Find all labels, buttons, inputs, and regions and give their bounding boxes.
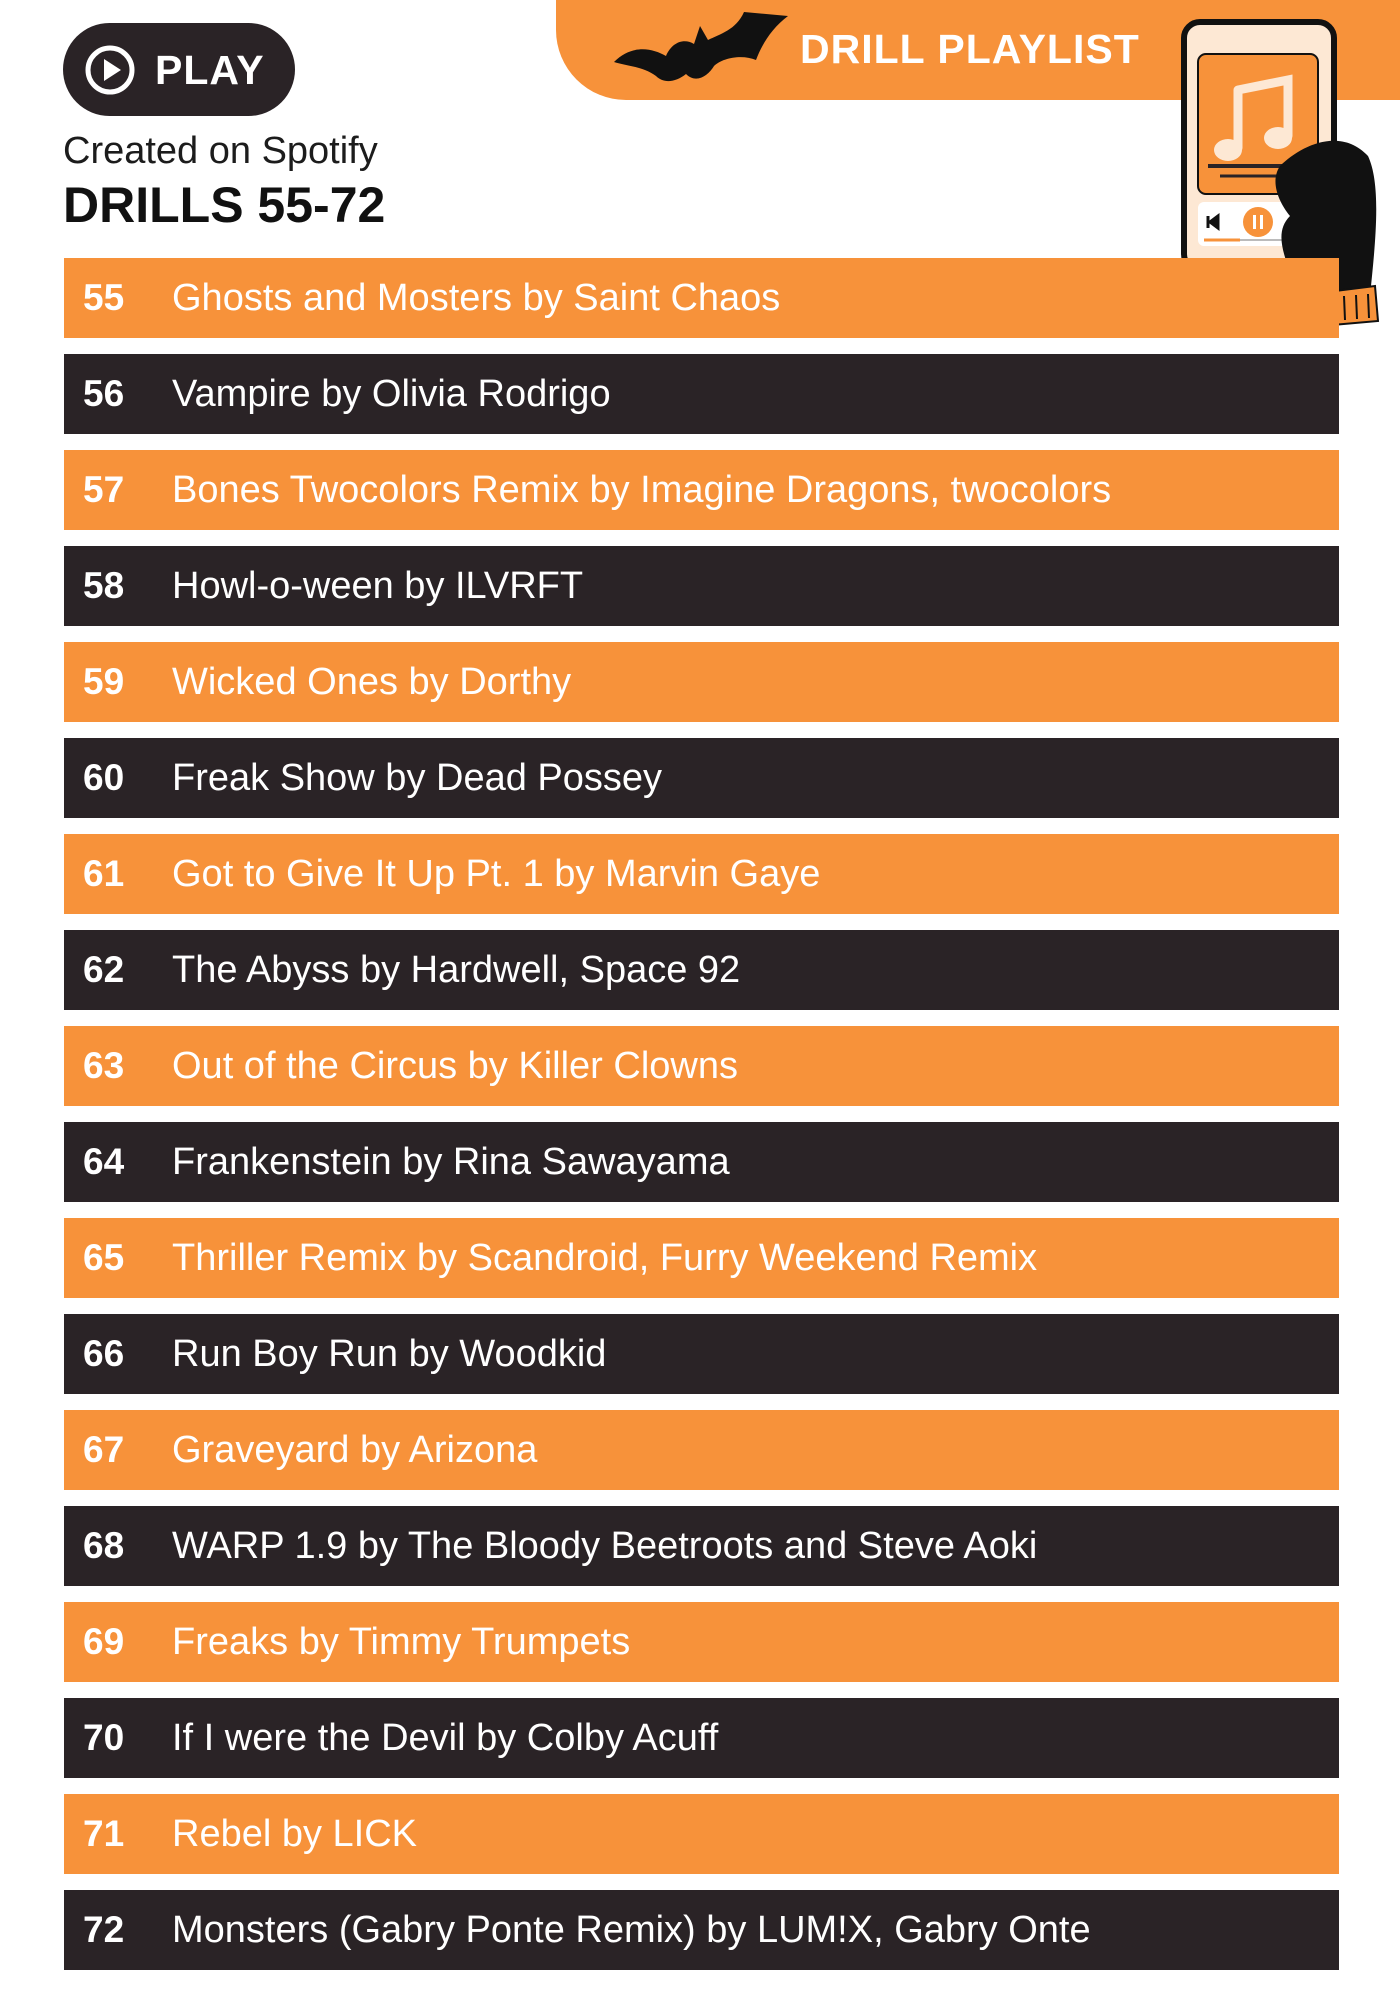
track-title: If I were the Devil by Colby Acuff	[172, 1716, 719, 1759]
track-title: Wicked Ones by Dorthy	[172, 660, 572, 703]
page-title: DRILLS 55-72	[63, 177, 386, 233]
track-title: Frankenstein by Rina Sawayama	[172, 1140, 730, 1183]
track-row[interactable]	[64, 1218, 1339, 1298]
track-number: 65	[83, 1237, 125, 1278]
track-number: 66	[83, 1333, 125, 1374]
track-title: Got to Give It Up Pt. 1 by Marvin Gaye	[172, 852, 821, 895]
track-number: 71	[83, 1813, 125, 1854]
track-number: 58	[83, 565, 125, 606]
track-row[interactable]	[64, 834, 1339, 914]
track-row[interactable]	[64, 642, 1339, 722]
track-row[interactable]	[64, 1026, 1339, 1106]
track-number: 68	[83, 1525, 125, 1566]
track-row[interactable]	[64, 1794, 1339, 1874]
track-number: 56	[83, 373, 125, 414]
track-row[interactable]	[64, 1506, 1339, 1586]
track-number: 70	[83, 1717, 125, 1758]
track-row[interactable]	[64, 1698, 1339, 1778]
bat-icon	[612, 4, 788, 88]
track-row[interactable]	[64, 354, 1339, 434]
track-number: 69	[83, 1621, 125, 1662]
track-row[interactable]	[64, 1410, 1339, 1490]
track-number: 55	[83, 277, 125, 318]
track-number: 63	[83, 1045, 125, 1086]
track-row[interactable]	[64, 1890, 1339, 1970]
track-number: 57	[83, 469, 125, 510]
track-title: Rebel by LICK	[172, 1812, 418, 1855]
track-title: Graveyard by Arizona	[172, 1428, 538, 1471]
track-row[interactable]	[64, 1602, 1339, 1682]
track-number: 61	[83, 853, 125, 894]
track-title: Out of the Circus by Killer Clowns	[172, 1044, 738, 1087]
track-row[interactable]	[64, 1122, 1339, 1202]
track-row[interactable]	[64, 738, 1339, 818]
track-number: 64	[83, 1141, 125, 1182]
track-number: 59	[83, 661, 125, 702]
track-title: Thriller Remix by Scandroid, Furry Weekend Remix	[172, 1236, 1038, 1279]
track-row[interactable]	[64, 1314, 1339, 1394]
play-icon	[85, 45, 135, 95]
created-on-text: Created on Spotify	[63, 130, 378, 172]
track-row[interactable]	[64, 930, 1339, 1010]
banner-title: DRILL PLAYLIST	[800, 26, 1140, 72]
track-title: Freaks by Timmy Trumpets	[172, 1620, 631, 1663]
play-label: PLAY	[155, 47, 265, 93]
play-button[interactable]	[63, 23, 295, 116]
track-title: WARP 1.9 by The Bloody Beetroots and Steve Aoki	[172, 1524, 1038, 1567]
track-number: 67	[83, 1429, 125, 1470]
track-title: The Abyss by Hardwell, Space 92	[172, 948, 741, 991]
track-row[interactable]	[64, 450, 1339, 530]
track-title: Monsters (Gabry Ponte Remix) by LUM!X, Gabry Onte	[172, 1908, 1091, 1951]
track-number: 62	[83, 949, 125, 990]
track-title: Run Boy Run by Woodkid	[172, 1332, 607, 1375]
track-title: Freak Show by Dead Possey	[172, 756, 663, 799]
track-title: Howl-o-ween by ILVRFT	[172, 564, 584, 607]
track-title: Bones Twocolors Remix by Imagine Dragons, twocolors	[172, 468, 1112, 511]
track-number: 60	[83, 757, 125, 798]
track-row[interactable]	[64, 258, 1339, 338]
track-number: 72	[83, 1909, 125, 1950]
track-title: Vampire by Olivia Rodrigo	[172, 372, 611, 415]
track-row[interactable]	[64, 546, 1339, 626]
track-title: Ghosts and Mosters by Saint Chaos	[172, 276, 781, 319]
